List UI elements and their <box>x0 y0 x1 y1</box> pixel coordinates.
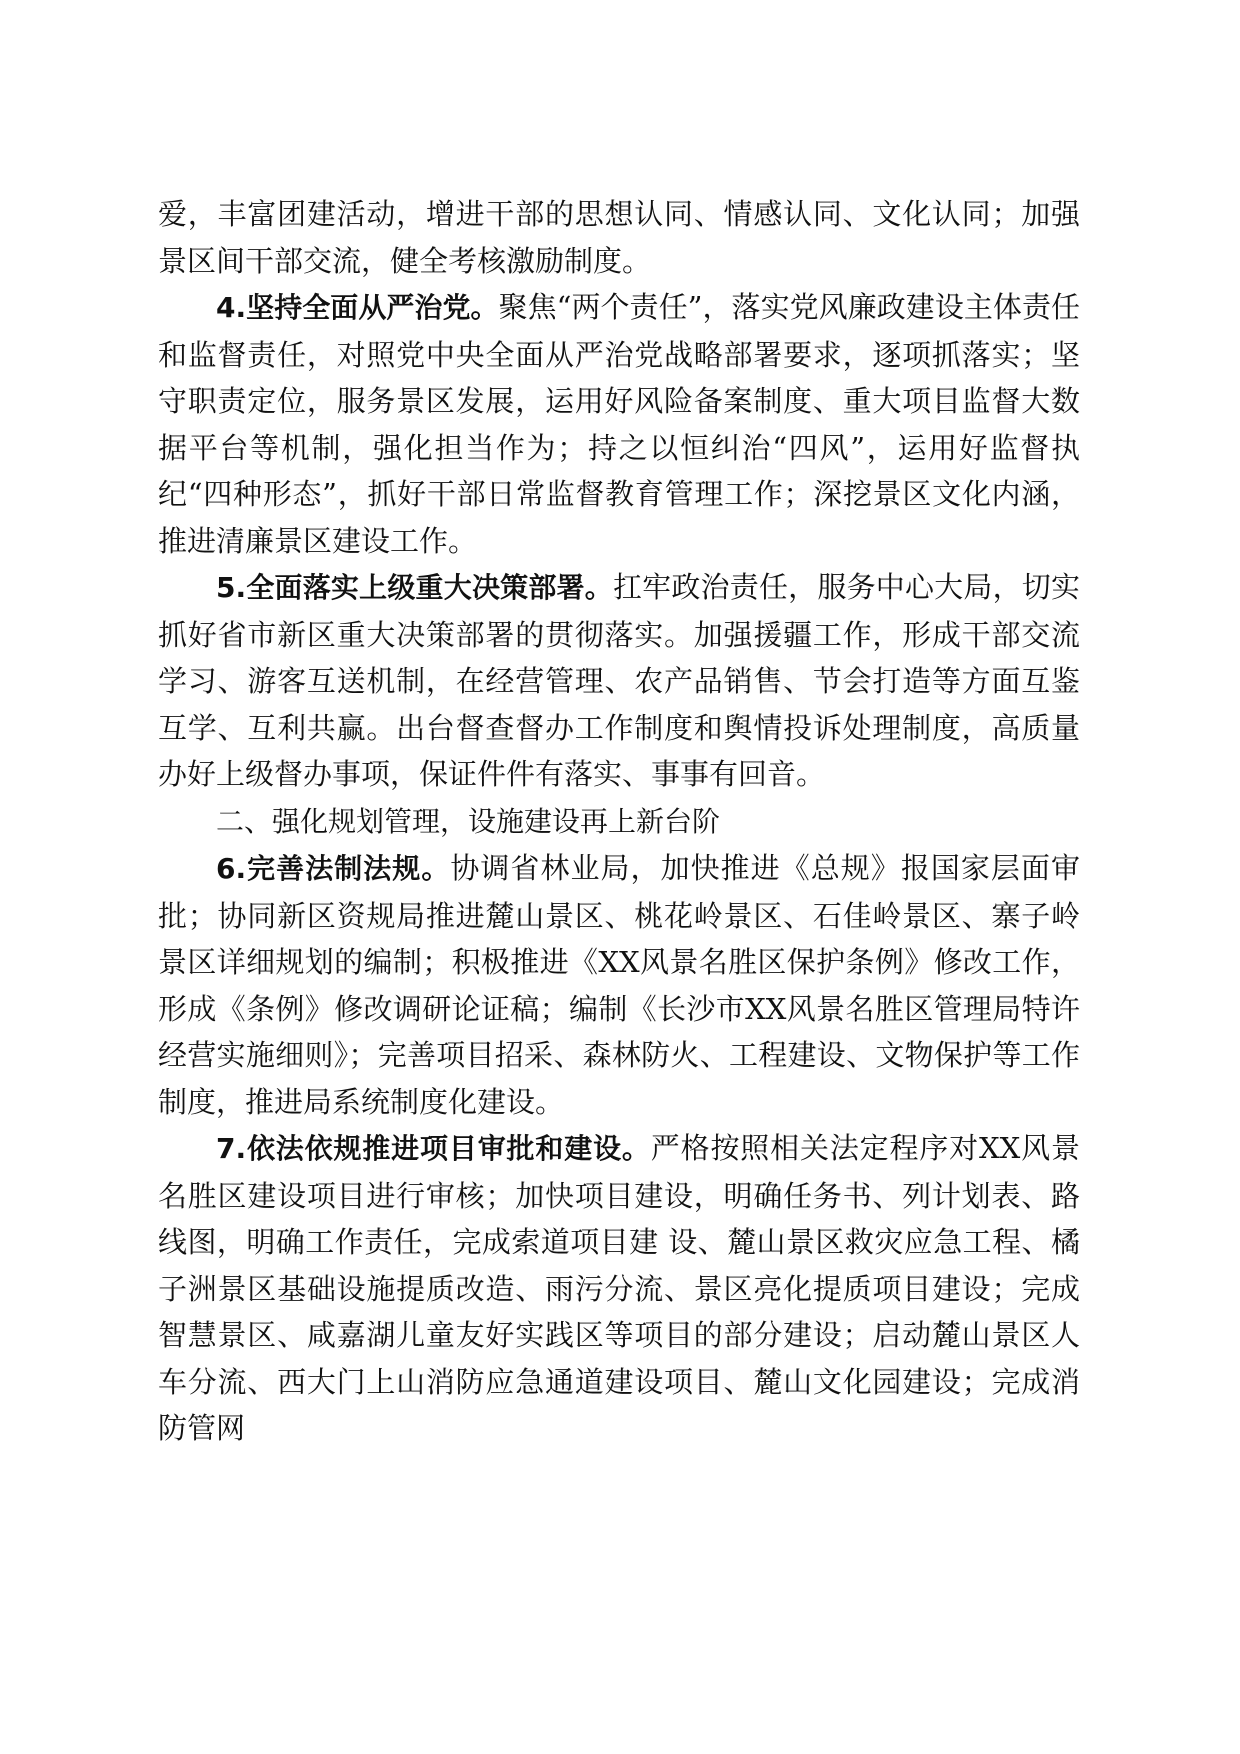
item-4-body: 聚焦“两个责任”，落实党风廉政建设主体责任和监督责任，对照党中央全面从严治党战略部署要求，逐项抓落实；坚守职责定位，服务景区发展，运用好风险备案制度、重大项目监督大数据平台等机制，强化担当作为；持之以恒纠治“四风”，运用好监督执纪“四种形态”，抓好干部日常监督教育管理工作；深挖景区文化内涵，推进清廉景区建设工作。 <box>158 290 1080 558</box>
item-5-body: 扛牢政治责任，服务中心大局，切实抓好省市新区重大决策部署的贯彻落实。加强援疆工作，形成干部交流学习、游客互送机制，在经营管理、农产品销售、节会打造等方面互鉴互学、互利共赢。出台督查督办工作制度和舆情投诉处理制度，高质量办好上级督办事项，保证件件有落实、事事有回音。 <box>158 570 1080 791</box>
paragraph-item-7 <box>158 1125 1080 1452</box>
item-7-heading: 7.依法依规推进项目审批和建设。 <box>216 1132 651 1165</box>
item-4-heading: 4.坚持全面从严治党。 <box>216 291 499 324</box>
paragraph-body: 爱，丰富团建活动，增进干部的思想认同、情感认同、文化认同；加强景区间干部交流，健全考核激励制度。 <box>158 197 1080 278</box>
item-5-heading: 5.全面落实上级重大决策部署。 <box>216 571 613 604</box>
item-6-body: 协调省林业局，加快推进《总规》报国家层面审批；协同新区资规局推进麓山景区、桃花岭景区、石佳岭景区、寨子岭景区详细规划的编制；积极推进《XX风景名胜区保护条例》修改工作，形成《条例》修改调研论证稿；编制《长沙市XX风景名胜区管理局特许经营实施细则》；完善项目招采、森林防火、工程建设、文物保护等工作制度，推进局系统制度化建设。 <box>158 851 1080 1119</box>
item-6-heading: 6.完善法制法规。 <box>216 852 451 885</box>
item-7-body: 严格按照相关法定程序对XX风景名胜区建设项目进行审核；加快项目建设，明确任务书、列计划表、路线图，明确工作责任，完成索道项目建 设、麓山景区救灾应急工程、橘子洲景区基础设施提质改造、雨污分流、景区亮化提质项目建设；完成智慧景区、咸嘉湖儿童友好实践区等项目的部分建设；启动麓山景区人车分流、西大门上山消防应急通道建设项目、麓山文化园建设；完成消防管网 <box>158 1131 1081 1445</box>
paragraph-item-4 <box>158 284 1080 564</box>
section-2-heading: 二、强化规划管理，设施建设再上新台阶 <box>216 804 721 838</box>
document-page <box>158 191 1080 1452</box>
paragraph-item-6 <box>158 845 1080 1125</box>
paragraph-continuation <box>158 191 1080 284</box>
paragraph-item-5 <box>158 564 1080 798</box>
section-2-paragraph <box>158 798 1080 846</box>
